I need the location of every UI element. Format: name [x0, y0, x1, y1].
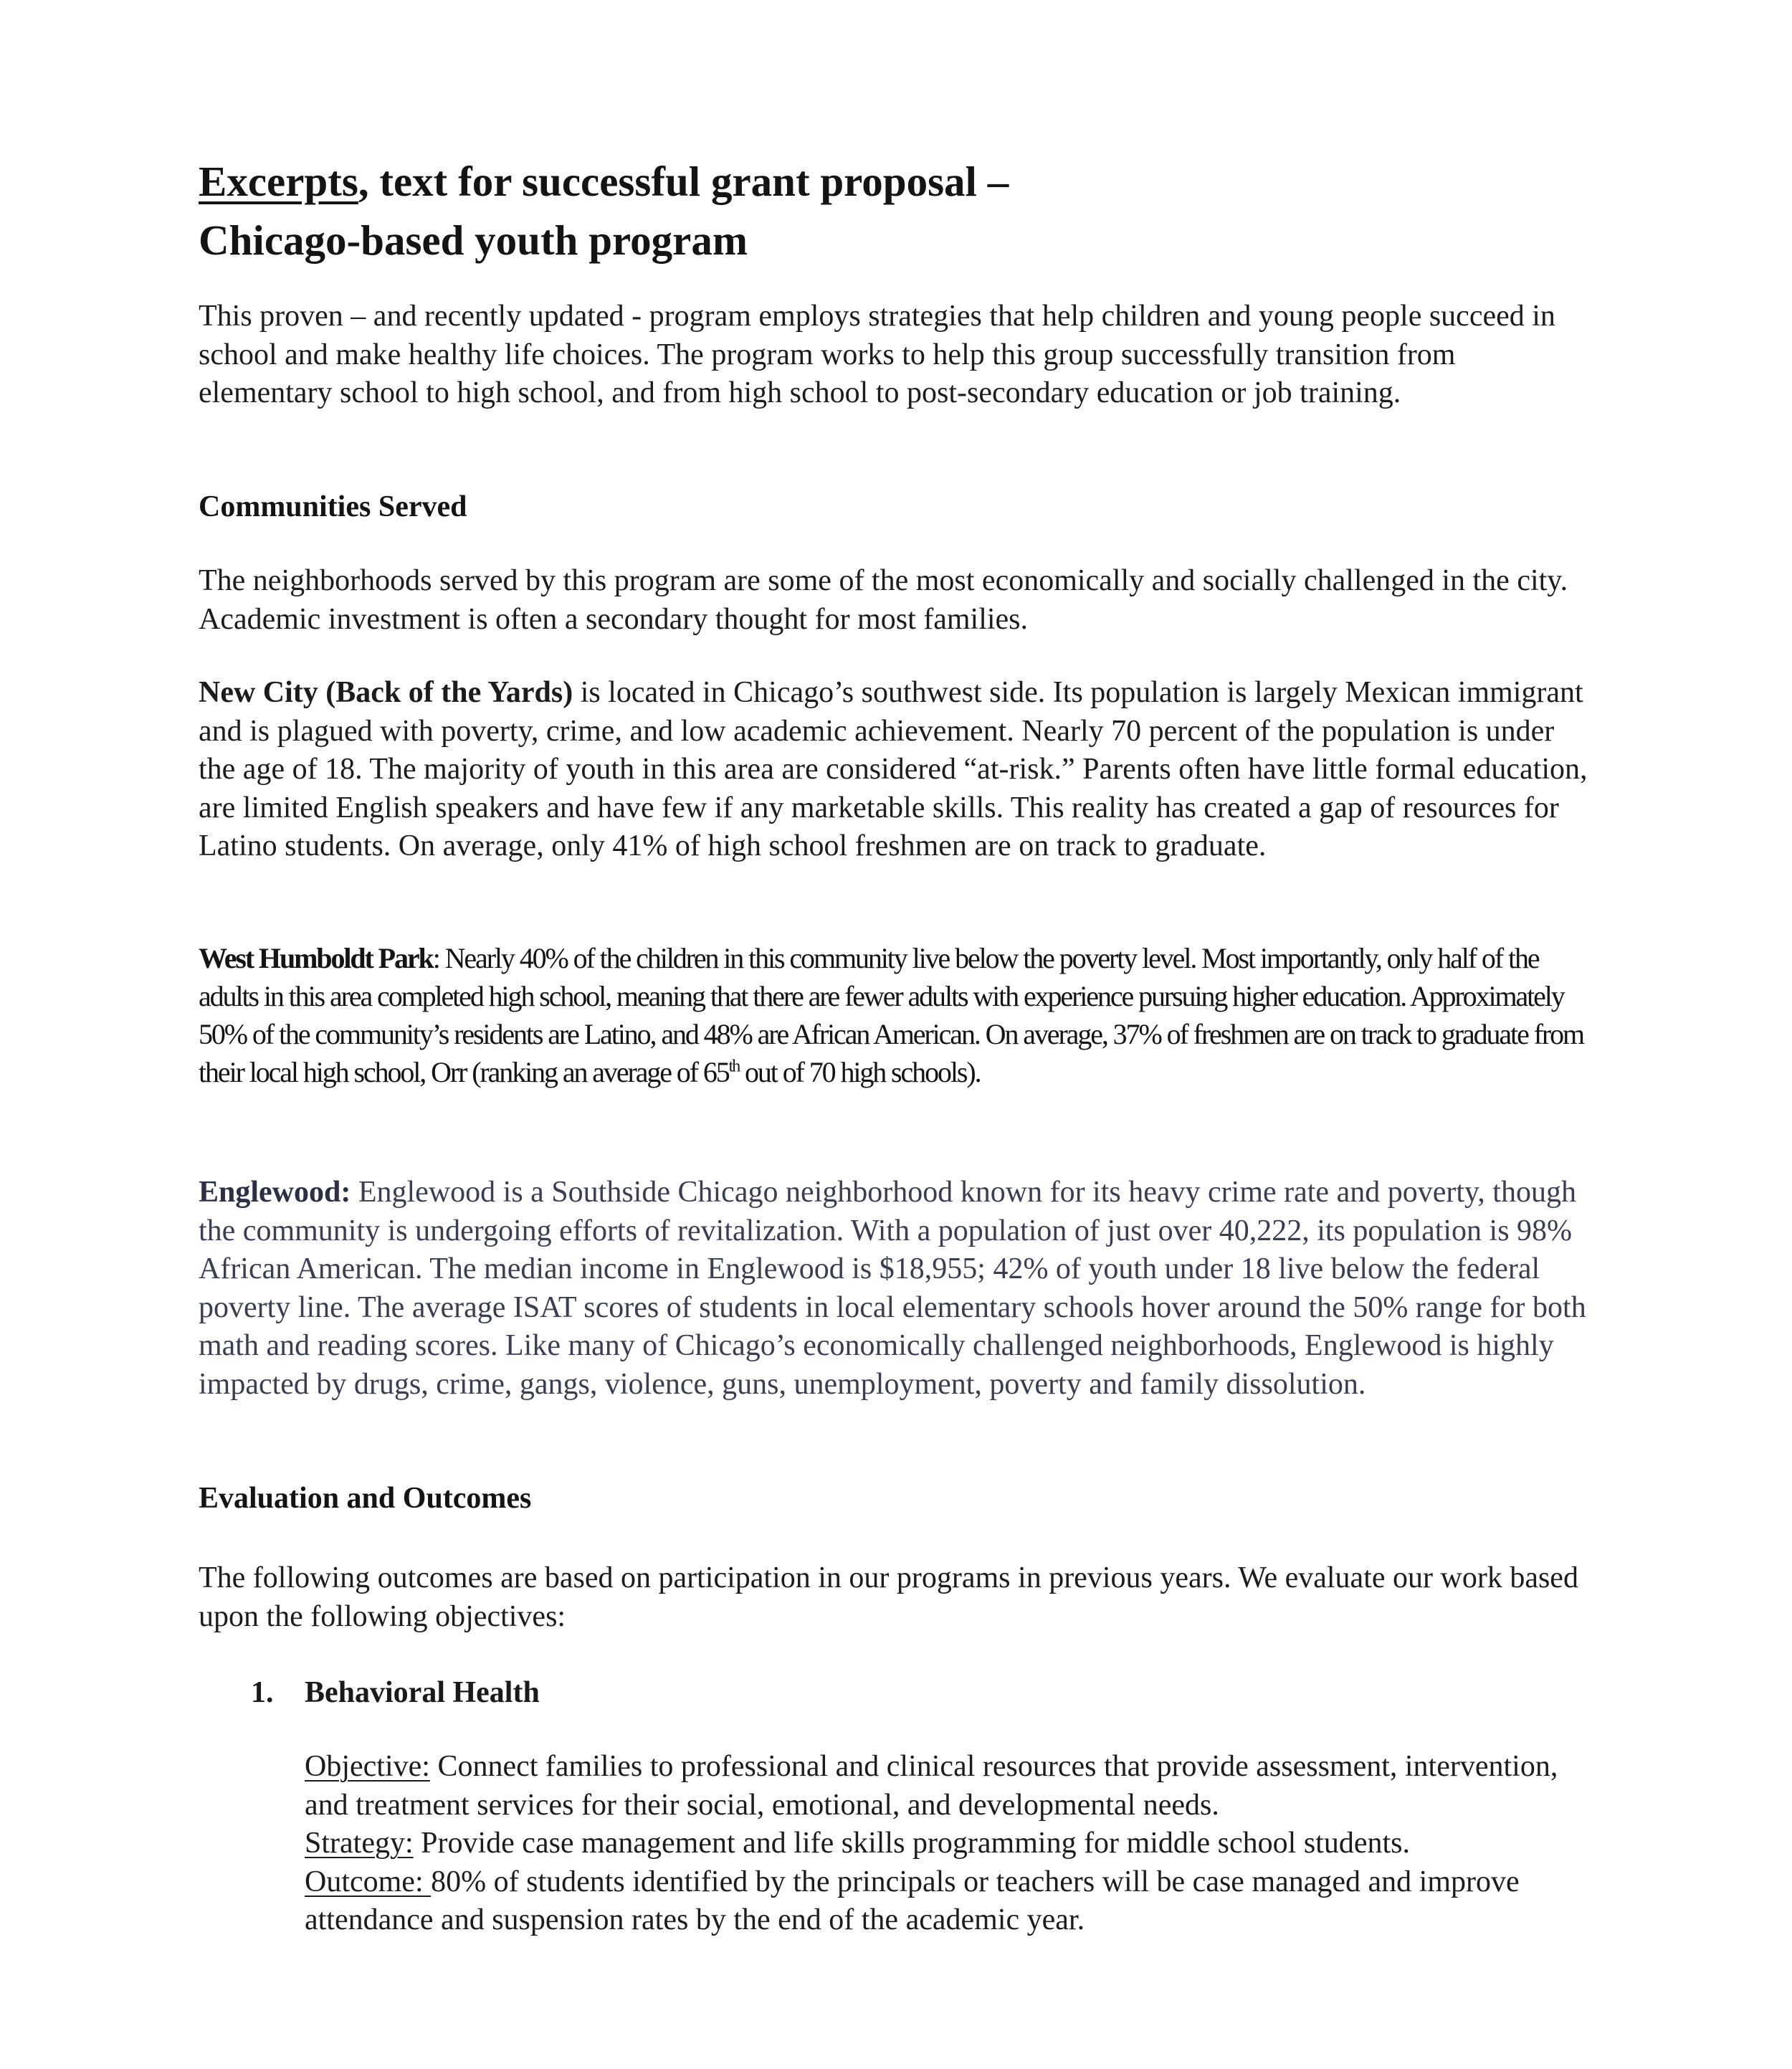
- intro-paragraph: This proven – and recently updated - program employs strategies that help children and young people succeed in school and make healthy life choices. The program works to help this group successfully transition from elementary school to high school, and from high school to post-secondary education or job training.: [199, 300, 1555, 409]
- objective-label: Objective:: [305, 1750, 430, 1783]
- objective-line: [305, 1748, 1581, 1825]
- west-humboldt-sup: th: [728, 1057, 740, 1076]
- document-title: [199, 152, 1596, 270]
- new-city-text: is located in Chicago’s southwest side. Its population is largely Mexican immigrant and is plagued with poverty, crime, and low academic achievement. Nearly 70 percent of the population is under the age of 18. The majority of youth in this area are considered “at-risk.” Parents often have little formal education, are limited English speakers and have few if any marketable skills. This reality has created a gap of resources for Latino students. On average, only 41% of high school freshmen are on track to graduate.: [199, 676, 1588, 862]
- list-item-details: [305, 1748, 1581, 1940]
- communities-intro: The neighborhoods served by this program are some of the most economically and socially challenged in the city. Academic investment is often a secondary thought for most families.: [199, 564, 1568, 636]
- outcome-label: Outcome:: [305, 1865, 432, 1898]
- west-humboldt-text: : Nearly 40% of the children in this community live below the poverty level. Most importantly, only half of the adults in this area completed high school, meaning that there are fewer adults with experience pursuing higher education. Approximately 50% of the community’s residents are Latino, and 48% are African American. On average, 37% of freshmen are on track to graduate from their local high school, Orr (ranking an average of 65: [199, 942, 1583, 1088]
- west-humboldt-text-end: out of 70 high schools).: [739, 1056, 981, 1088]
- title-line2: Chicago-based youth program: [199, 217, 748, 264]
- evaluation-intro: The following outcomes are based on participation in our programs in previous years. We evaluate our work based upon the following objectives:: [199, 1561, 1578, 1633]
- englewood-label: Englewood:: [199, 1176, 351, 1209]
- new-city-label: New City (Back of the Yards): [199, 676, 573, 709]
- list-item-title: Behavioral Health: [305, 1676, 540, 1709]
- new-city-paragraph: [199, 674, 1596, 866]
- evaluation-heading: Evaluation and Outcomes: [199, 1482, 532, 1515]
- strategy-label: Strategy:: [305, 1827, 414, 1860]
- strategy-text: Provide case management and life skills programming for middle school students.: [413, 1827, 1411, 1860]
- title-excerpts: Excerpts: [199, 158, 358, 205]
- west-humboldt-paragraph: [199, 939, 1596, 1091]
- outcome-line: [305, 1863, 1581, 1940]
- outcome-text: 80% of students identified by the principals or teachers will be case managed and improve attendance and suspension rates by the end of the academic year.: [305, 1865, 1520, 1936]
- strategy-line: [305, 1825, 1581, 1863]
- west-humboldt-label: West Humboldt Park: [199, 942, 433, 974]
- list-item-number: 1.: [251, 1676, 274, 1709]
- englewood-text: Englewood is a Southside Chicago neighborhood known for its heavy crime rate and poverty, though the community is undergoing efforts of revitalization. With a population of just over 40,222, its population is 98% African American. The median income in Englewood is $18,955; 42% of youth under 18 live below the federal poverty line. The average ISAT scores of students in local elementary schools hover around the 50% range for both math and reading scores. Like many of Chicago’s economically challenged neighborhoods, Englewood is highly impacted by drugs, crime, gangs, violence, guns, unemployment, poverty and family dissolution.: [199, 1176, 1586, 1401]
- englewood-paragraph: [199, 1174, 1596, 1404]
- communities-heading: Communities Served: [199, 490, 467, 523]
- title-line1-rest: , text for successful grant proposal –: [358, 158, 1009, 205]
- objective-text: Connect families to professional and clinical resources that provide assessment, intervention, and treatment services for their social, emotional, and developmental needs.: [305, 1750, 1558, 1822]
